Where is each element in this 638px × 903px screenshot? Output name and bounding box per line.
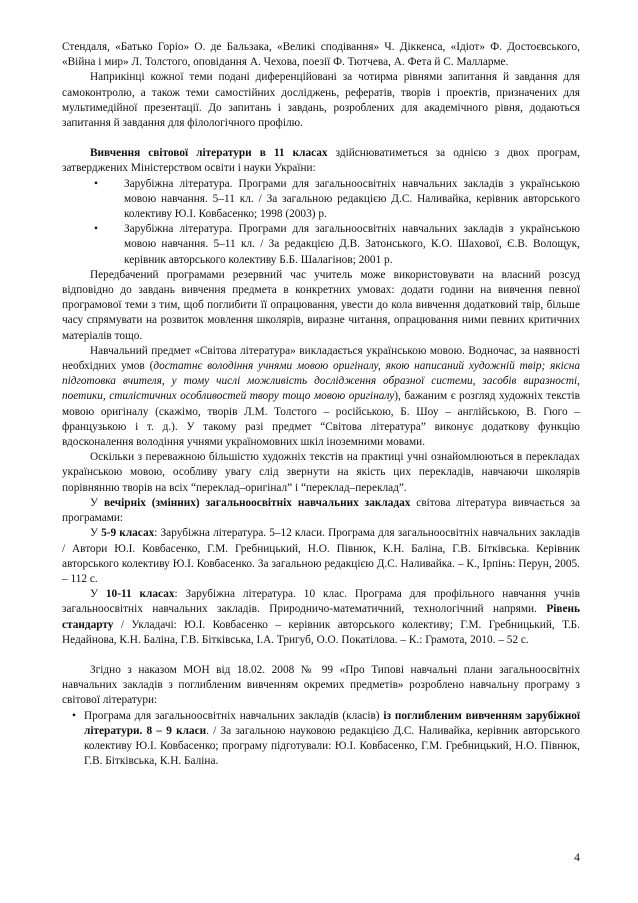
bullet-icon: •: [72, 709, 76, 722]
bullet-icon: •: [94, 177, 98, 190]
italic-conditions: достатнє володіння учнями мовою оригіналу, якою написаний художній твір; якісна підготовка вчителя, у тому числі можливість дослідження образної системи, засобів виразності, поетики, стилістичних особливостей твору тощо мовою оригіналу: [62, 360, 581, 403]
paragraph-language: Навчальний предмет «Світова література» викладається українською мовою. Водночас, за наявності необхідних умов (достатнє володіння учнями мовою оригіналу, якою написаний художній твір; якісна підготовка вчителя, у тому числі можливість дослідження образної системи, засобів виразності, поетики, стилістичних особливостей твору тощо мовою оригіналу), бажаним є розгляд художніх текстів мовою оригіналу (скажімо, творів Л.М. Толстого – російською, Б. Шоу – англійською, В. Гюго – французькою і т. д.). У такому разі предмет “Світова література” виконує додаткову функцію вдосконалення володіння учнями україномовних шкіл іноземними мовами.: [62, 344, 581, 449]
paragraph-works-list: Стендаля, «Батько Горіо» О. де Бальзака, «Великі сподівання» Ч. Діккенса, «Ідіот» Ф. Достоєвського, «Війна і мир» Л. Толстого, оповідання А. Чехова, поезії Ф. Тютчева, А. Фета й С. Малларме.: [62, 41, 580, 69]
paragraph-translations: Оскільки з переважною більшістю художніх текстів на практиці учні ознайомлюються в перекладах українською мовою, особливу увагу слід звернути на якість цих перекладів, навчаючи школярів порівнянню творів на всіх “переклад–оригінал” і “переклад–переклад”.: [62, 451, 580, 494]
paragraph-ministry-order: Згідно з наказом МОН від 18.02. 2008 № 99 «Про Типові навчальні плани загальноосвітніх навчальних закладів з поглибленим вивченням окремих предметів» розроблено навчальну програму з світової літератури:: [62, 663, 580, 707]
paragraph-reserve-time: Передбачений програмами резервний час учитель може використовувати на власний розсуд відповідно до завдань вивчення предмета в конкретних умовах: додати години на вивчення певної програмової теми з тим, щоб поглибити її опрацювання, увести до кола вивчення додатковий твір, більше часу спрямувати на розвиток мовлення школярів, виразне читання, опрацювання ними певних критичних матеріалів тощо.: [62, 268, 580, 342]
list-item-program-3: • Програма для загальноосвітніх навчальних закладів (класів) із поглибленим вивченням зарубіжної літератури. 8 – 9 класи. / За загальною науковою редакцією Д.С. Наливайка, керівник авторського колективу Ю.І. Ковбасенко; програму підготували: Ю.І. Ковбасенко, Г.М. Гребницький, Н.О. Півнюк, Г.В. Бітківська, К.Н. Баліна.: [64, 709, 580, 770]
paragraph-grades-10-11: У 10-11 класах: Зарубіжна література. 10 клас. Програма для профільного навчання учнів загальноосвітніх навчальних закладів. Природничо-математичний, технологічний напрями. Рівень стандарту / Укладачі: Ю.І. Ковбасенко – керівник авторського колективу; Г.М. Гребницький, Т.Б. Недайнова, К.Н. Баліна, Г.В. Бітківська, І.А. Тригуб, О.О. Покатілова. – К.: Грамота, 2010. – 52 с.: [62, 588, 580, 646]
paragraph-evening-schools: У вечірніх (змінних) загальноосвітніх навчальних закладах світова література вивчається за програмами:: [62, 496, 580, 525]
grade-11-heading: Вивчення світової літератури в 11 класах: [90, 147, 328, 160]
paragraph-grade-11: Вивчення світової літератури в 11 класах здійснюватиметься за однією з двох програм, затверджених Міністерством освіти і науки України:: [62, 147, 580, 175]
list-item-program-2: • Зарубіжна література. Програми для загальноосвітніх навчальних закладів з українською мовою навчання. 5–11 кл. / За редакцією Д.В. Затонського, К.О. Шахової, Є.В. Волощук, керівник авторського колективу Б.Б. Шалагінов; 2001 р.: [68, 222, 580, 268]
list-item-program-1: • Зарубіжна література. Програми для загальноосвітніх навчальних закладів з українською мовою навчання. 5–11 кл. / За загальною редакцією Д.С. Наливайка, керівник авторського колективу Ю.І. Ковбасенко; 1998 (2003) р.: [68, 177, 580, 223]
bullet-icon: •: [94, 223, 98, 236]
paragraph-tasks: Наприкінці кожної теми подані диференційовані за чотирма рівнями запитання й завдання для самоконтролю, а також теми самостійних досліджень, рефератів, творів і проектів, призначених для мультимедійної презентації. До запитань і завдань, розроблених для академічного рівня, додаються запитання й завдання для філологічного профілю.: [62, 71, 580, 130]
paragraph-grades-5-9: У 5-9 класах: Зарубіжна література. 5–12 класи. Програма для загальноосвітніх навчальних закладів / Автори Ю.І. Ковбасенко, Г.М. Гребницький, Н.О. Півнюк, К.Н. Баліна, Г.В. Бітківська. Керівник авторського колективу Ю.І. Ковбасенко. За загальною редакцією Д.С. Наливайка. – К., Ірпінь: Перун, 2005. – 112 с.: [62, 527, 581, 585]
page-number: 4: [574, 850, 580, 864]
